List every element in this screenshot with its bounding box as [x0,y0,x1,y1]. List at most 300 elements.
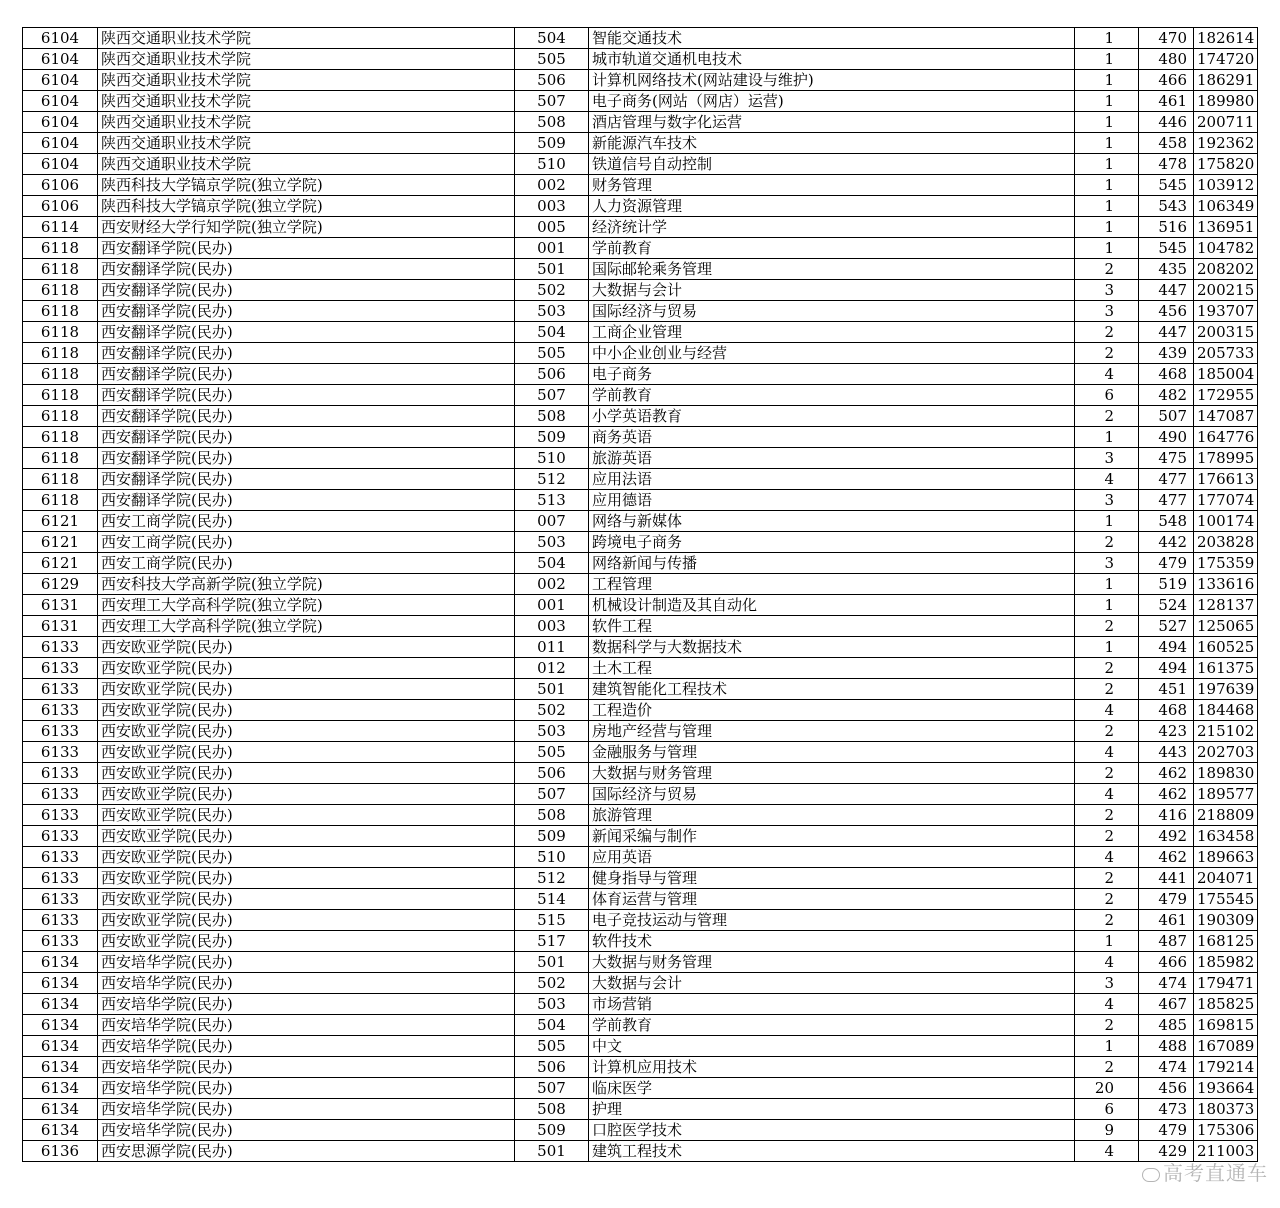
major-name-cell: 学前教育 [589,385,1075,406]
school-code-cell: 6118 [23,301,98,322]
min-rank-cell: 186291 [1194,70,1258,91]
min-score-cell: 479 [1139,553,1194,574]
min-rank-cell: 178995 [1194,448,1258,469]
school-code-cell: 6133 [23,742,98,763]
min-rank-cell: 189663 [1194,847,1258,868]
major-code-cell: 501 [515,679,589,700]
table-row [23,679,1258,700]
school-name-cell: 西安欧亚学院(民办) [98,721,515,742]
major-name-cell: 城市轨道交通机电技术 [589,49,1075,70]
min-score-cell: 416 [1139,805,1194,826]
plan-count-cell: 2 [1075,322,1139,343]
major-name-cell: 建筑工程技术 [589,1141,1075,1162]
table-row [23,112,1258,133]
school-name-cell: 西安欧亚学院(民办) [98,658,515,679]
table-row [23,1036,1258,1057]
table-row [23,343,1258,364]
table-row [23,511,1258,532]
school-code-cell: 6121 [23,532,98,553]
min-score-cell: 477 [1139,490,1194,511]
major-name-cell: 电子商务(网站（网店）运营) [589,91,1075,112]
major-name-cell: 酒店管理与数字化运营 [589,112,1075,133]
school-code-cell: 6133 [23,847,98,868]
major-name-cell: 大数据与财务管理 [589,763,1075,784]
plan-count-cell: 1 [1075,637,1139,658]
school-code-cell: 6133 [23,763,98,784]
table-row [23,637,1258,658]
major-name-cell: 经济统计学 [589,217,1075,238]
min-score-cell: 478 [1139,154,1194,175]
min-score-cell: 439 [1139,343,1194,364]
min-score-cell: 482 [1139,385,1194,406]
major-name-cell: 金融服务与管理 [589,742,1075,763]
major-name-cell: 小学英语教育 [589,406,1075,427]
major-name-cell: 智能交通技术 [589,28,1075,49]
min-score-cell: 466 [1139,952,1194,973]
school-code-cell: 6133 [23,784,98,805]
plan-count-cell: 4 [1075,700,1139,721]
table-row [23,1120,1258,1141]
school-code-cell: 6133 [23,658,98,679]
major-code-cell: 515 [515,910,589,931]
school-name-cell: 西安翻译学院(民办) [98,238,515,259]
major-code-cell: 503 [515,301,589,322]
plan-count-cell: 1 [1075,28,1139,49]
min-rank-cell: 215102 [1194,721,1258,742]
table-row [23,700,1258,721]
plan-count-cell: 2 [1075,721,1139,742]
major-name-cell: 国际经济与贸易 [589,784,1075,805]
major-name-cell: 建筑智能化工程技术 [589,679,1075,700]
plan-count-cell: 1 [1075,112,1139,133]
school-code-cell: 6134 [23,1120,98,1141]
school-code-cell: 6106 [23,196,98,217]
major-code-cell: 001 [515,595,589,616]
school-name-cell: 西安工商学院(民办) [98,532,515,553]
min-score-cell: 441 [1139,868,1194,889]
min-score-cell: 429 [1139,1141,1194,1162]
school-code-cell: 6134 [23,973,98,994]
table-row [23,259,1258,280]
major-name-cell: 数据科学与大数据技术 [589,637,1075,658]
plan-count-cell: 4 [1075,847,1139,868]
min-rank-cell: 175545 [1194,889,1258,910]
school-code-cell: 6118 [23,238,98,259]
min-score-cell: 461 [1139,910,1194,931]
table-row [23,994,1258,1015]
table-row [23,196,1258,217]
major-name-cell: 工程管理 [589,574,1075,595]
school-name-cell: 西安科技大学高新学院(独立学院) [98,574,515,595]
school-name-cell: 西安培华学院(民办) [98,1015,515,1036]
table-row [23,805,1258,826]
table-row [23,1015,1258,1036]
plan-count-cell: 1 [1075,931,1139,952]
min-rank-cell: 185004 [1194,364,1258,385]
school-name-cell: 西安翻译学院(民办) [98,469,515,490]
min-score-cell: 480 [1139,49,1194,70]
plan-count-cell: 4 [1075,742,1139,763]
watermark-text: 高考直通车 [1163,1161,1268,1185]
school-code-cell: 6106 [23,175,98,196]
major-code-cell: 502 [515,973,589,994]
plan-count-cell: 1 [1075,217,1139,238]
min-rank-cell: 193707 [1194,301,1258,322]
school-code-cell: 6129 [23,574,98,595]
major-name-cell: 工商企业管理 [589,322,1075,343]
major-name-cell: 中文 [589,1036,1075,1057]
school-code-cell: 6133 [23,679,98,700]
min-rank-cell: 203828 [1194,532,1258,553]
plan-count-cell: 2 [1075,658,1139,679]
min-score-cell: 485 [1139,1015,1194,1036]
major-name-cell: 商务英语 [589,427,1075,448]
min-score-cell: 467 [1139,994,1194,1015]
plan-count-cell: 2 [1075,826,1139,847]
min-score-cell: 443 [1139,742,1194,763]
min-score-cell: 477 [1139,469,1194,490]
min-rank-cell: 128137 [1194,595,1258,616]
school-name-cell: 陕西交通职业技术学院 [98,154,515,175]
major-name-cell: 旅游管理 [589,805,1075,826]
table-row [23,70,1258,91]
plan-count-cell: 3 [1075,448,1139,469]
min-score-cell: 524 [1139,595,1194,616]
school-name-cell: 西安翻译学院(民办) [98,301,515,322]
min-score-cell: 468 [1139,364,1194,385]
major-name-cell: 应用德语 [589,490,1075,511]
table-body [23,28,1258,1162]
school-name-cell: 西安培华学院(民办) [98,952,515,973]
min-score-cell: 490 [1139,427,1194,448]
plan-count-cell: 4 [1075,469,1139,490]
major-name-cell: 财务管理 [589,175,1075,196]
table-row [23,175,1258,196]
major-code-cell: 002 [515,574,589,595]
table-row [23,658,1258,679]
table-row [23,1099,1258,1120]
school-code-cell: 6134 [23,952,98,973]
school-code-cell: 6136 [23,1141,98,1162]
min-rank-cell: 211003 [1194,1141,1258,1162]
table-row [23,238,1258,259]
major-code-cell: 506 [515,364,589,385]
major-name-cell: 计算机网络技术(网站建设与维护) [589,70,1075,91]
major-code-cell: 001 [515,238,589,259]
major-code-cell: 502 [515,700,589,721]
major-code-cell: 507 [515,784,589,805]
min-score-cell: 474 [1139,1057,1194,1078]
table-row [23,952,1258,973]
min-rank-cell: 133616 [1194,574,1258,595]
school-name-cell: 西安翻译学院(民办) [98,259,515,280]
min-rank-cell: 160525 [1194,637,1258,658]
plan-count-cell: 1 [1075,574,1139,595]
school-code-cell: 6118 [23,469,98,490]
min-rank-cell: 175820 [1194,154,1258,175]
min-score-cell: 468 [1139,700,1194,721]
major-code-cell: 007 [515,511,589,532]
plan-count-cell: 20 [1075,1078,1139,1099]
major-code-cell: 505 [515,49,589,70]
min-rank-cell: 180373 [1194,1099,1258,1120]
min-rank-cell: 189830 [1194,763,1258,784]
school-name-cell: 西安翻译学院(民办) [98,385,515,406]
school-code-cell: 6118 [23,385,98,406]
major-name-cell: 旅游英语 [589,448,1075,469]
major-name-cell: 临床医学 [589,1078,1075,1099]
school-code-cell: 6133 [23,637,98,658]
school-code-cell: 6104 [23,49,98,70]
major-name-cell: 房地产经营与管理 [589,721,1075,742]
school-code-cell: 6114 [23,217,98,238]
min-score-cell: 494 [1139,658,1194,679]
min-rank-cell: 176613 [1194,469,1258,490]
plan-count-cell: 2 [1075,616,1139,637]
major-code-cell: 003 [515,196,589,217]
min-rank-cell: 174720 [1194,49,1258,70]
plan-count-cell: 4 [1075,1141,1139,1162]
table-row [23,973,1258,994]
major-code-cell: 005 [515,217,589,238]
plan-count-cell: 2 [1075,1057,1139,1078]
major-code-cell: 501 [515,1141,589,1162]
table-row [23,1078,1258,1099]
min-rank-cell: 208202 [1194,259,1258,280]
major-code-cell: 510 [515,847,589,868]
school-code-cell: 6118 [23,490,98,511]
major-name-cell: 工程造价 [589,700,1075,721]
table-row [23,1057,1258,1078]
major-name-cell: 国际经济与贸易 [589,301,1075,322]
min-score-cell: 545 [1139,175,1194,196]
min-rank-cell: 204071 [1194,868,1258,889]
school-name-cell: 西安培华学院(民办) [98,994,515,1015]
min-score-cell: 507 [1139,406,1194,427]
major-code-cell: 505 [515,1036,589,1057]
school-code-cell: 6133 [23,826,98,847]
plan-count-cell: 1 [1075,70,1139,91]
min-score-cell: 435 [1139,259,1194,280]
min-score-cell: 458 [1139,133,1194,154]
min-score-cell: 462 [1139,763,1194,784]
min-rank-cell: 169815 [1194,1015,1258,1036]
major-name-cell: 人力资源管理 [589,196,1075,217]
major-name-cell: 软件技术 [589,931,1075,952]
plan-count-cell: 3 [1075,973,1139,994]
major-code-cell: 501 [515,259,589,280]
min-score-cell: 492 [1139,826,1194,847]
school-name-cell: 西安翻译学院(民办) [98,427,515,448]
school-code-cell: 6118 [23,427,98,448]
major-name-cell: 计算机应用技术 [589,1057,1075,1078]
table-row [23,847,1258,868]
major-name-cell: 软件工程 [589,616,1075,637]
major-name-cell: 电子竞技运动与管理 [589,910,1075,931]
school-name-cell: 西安翻译学院(民办) [98,448,515,469]
school-name-cell: 西安工商学院(民办) [98,511,515,532]
min-rank-cell: 147087 [1194,406,1258,427]
min-rank-cell: 167089 [1194,1036,1258,1057]
major-name-cell: 健身指导与管理 [589,868,1075,889]
major-code-cell: 504 [515,1015,589,1036]
school-code-cell: 6134 [23,1078,98,1099]
school-name-cell: 西安翻译学院(民办) [98,280,515,301]
school-code-cell: 6133 [23,889,98,910]
min-rank-cell: 125065 [1194,616,1258,637]
school-name-cell: 西安欧亚学院(民办) [98,784,515,805]
table-row [23,784,1258,805]
major-code-cell: 504 [515,28,589,49]
min-rank-cell: 168125 [1194,931,1258,952]
major-code-cell: 501 [515,952,589,973]
school-name-cell: 西安翻译学院(民办) [98,490,515,511]
major-code-cell: 002 [515,175,589,196]
major-code-cell: 504 [515,322,589,343]
major-code-cell: 507 [515,1078,589,1099]
major-code-cell: 508 [515,112,589,133]
min-rank-cell: 189577 [1194,784,1258,805]
plan-count-cell: 6 [1075,385,1139,406]
table-row [23,490,1258,511]
plan-count-cell: 2 [1075,889,1139,910]
major-code-cell: 507 [515,385,589,406]
major-name-cell: 学前教育 [589,238,1075,259]
school-name-cell: 陕西交通职业技术学院 [98,133,515,154]
min-score-cell: 456 [1139,301,1194,322]
plan-count-cell: 2 [1075,406,1139,427]
min-score-cell: 543 [1139,196,1194,217]
major-name-cell: 网络与新媒体 [589,511,1075,532]
table-row [23,322,1258,343]
school-code-cell: 6131 [23,616,98,637]
school-name-cell: 西安思源学院(民办) [98,1141,515,1162]
major-code-cell: 512 [515,868,589,889]
min-score-cell: 519 [1139,574,1194,595]
school-name-cell: 陕西交通职业技术学院 [98,28,515,49]
school-name-cell: 陕西交通职业技术学院 [98,70,515,91]
major-name-cell: 大数据与会计 [589,280,1075,301]
min-rank-cell: 200711 [1194,112,1258,133]
table-row [23,280,1258,301]
plan-count-cell: 1 [1075,511,1139,532]
plan-count-cell: 3 [1075,490,1139,511]
table-row [23,301,1258,322]
table-row [23,1141,1258,1162]
min-rank-cell: 104782 [1194,238,1258,259]
min-rank-cell: 103912 [1194,175,1258,196]
min-rank-cell: 182614 [1194,28,1258,49]
table-row [23,133,1258,154]
plan-count-cell: 2 [1075,343,1139,364]
min-score-cell: 527 [1139,616,1194,637]
major-code-cell: 504 [515,553,589,574]
plan-count-cell: 4 [1075,994,1139,1015]
plan-count-cell: 2 [1075,763,1139,784]
school-name-cell: 西安欧亚学院(民办) [98,700,515,721]
min-rank-cell: 172955 [1194,385,1258,406]
school-name-cell: 西安欧亚学院(民办) [98,679,515,700]
table-row [23,154,1258,175]
min-score-cell: 474 [1139,973,1194,994]
major-name-cell: 口腔医学技术 [589,1120,1075,1141]
major-name-cell: 铁道信号自动控制 [589,154,1075,175]
plan-count-cell: 6 [1075,1099,1139,1120]
major-name-cell: 学前教育 [589,1015,1075,1036]
plan-count-cell: 1 [1075,238,1139,259]
school-name-cell: 西安欧亚学院(民办) [98,868,515,889]
min-score-cell: 442 [1139,532,1194,553]
min-rank-cell: 189980 [1194,91,1258,112]
school-name-cell: 西安欧亚学院(民办) [98,889,515,910]
table-row [23,91,1258,112]
plan-count-cell: 2 [1075,910,1139,931]
plan-count-cell: 4 [1075,364,1139,385]
plan-count-cell: 3 [1075,280,1139,301]
min-rank-cell: 202703 [1194,742,1258,763]
major-code-cell: 508 [515,805,589,826]
min-rank-cell: 175359 [1194,553,1258,574]
min-score-cell: 548 [1139,511,1194,532]
major-code-cell: 503 [515,721,589,742]
major-name-cell: 护理 [589,1099,1075,1120]
min-rank-cell: 190309 [1194,910,1258,931]
school-code-cell: 6118 [23,364,98,385]
plan-count-cell: 3 [1075,301,1139,322]
plan-count-cell: 1 [1075,595,1139,616]
table-row [23,616,1258,637]
school-name-cell: 西安欧亚学院(民办) [98,847,515,868]
school-code-cell: 6133 [23,721,98,742]
major-code-cell: 509 [515,133,589,154]
major-name-cell: 电子商务 [589,364,1075,385]
school-name-cell: 西安翻译学院(民办) [98,322,515,343]
major-name-cell: 大数据与财务管理 [589,952,1075,973]
min-rank-cell: 192362 [1194,133,1258,154]
min-rank-cell: 175306 [1194,1120,1258,1141]
min-score-cell: 466 [1139,70,1194,91]
min-rank-cell: 179471 [1194,973,1258,994]
school-name-cell: 陕西交通职业技术学院 [98,91,515,112]
min-rank-cell: 179214 [1194,1057,1258,1078]
min-score-cell: 487 [1139,931,1194,952]
major-name-cell: 中小企业创业与经营 [589,343,1075,364]
school-code-cell: 6133 [23,910,98,931]
school-name-cell: 西安欧亚学院(民办) [98,805,515,826]
school-name-cell: 西安欧亚学院(民办) [98,763,515,784]
major-name-cell: 土木工程 [589,658,1075,679]
school-code-cell: 6118 [23,280,98,301]
min-rank-cell: 200315 [1194,322,1258,343]
min-score-cell: 447 [1139,280,1194,301]
table-row [23,910,1258,931]
school-code-cell: 6118 [23,259,98,280]
school-name-cell: 陕西科技大学镐京学院(独立学院) [98,175,515,196]
plan-count-cell: 2 [1075,868,1139,889]
min-score-cell: 456 [1139,1078,1194,1099]
major-code-cell: 506 [515,70,589,91]
school-code-cell: 6121 [23,553,98,574]
table-row [23,868,1258,889]
min-rank-cell: 163458 [1194,826,1258,847]
major-name-cell: 网络新闻与传播 [589,553,1075,574]
school-name-cell: 陕西交通职业技术学院 [98,112,515,133]
school-name-cell: 西安欧亚学院(民办) [98,910,515,931]
school-name-cell: 西安欧亚学院(民办) [98,826,515,847]
table-row [23,553,1258,574]
major-code-cell: 502 [515,280,589,301]
min-rank-cell: 218809 [1194,805,1258,826]
